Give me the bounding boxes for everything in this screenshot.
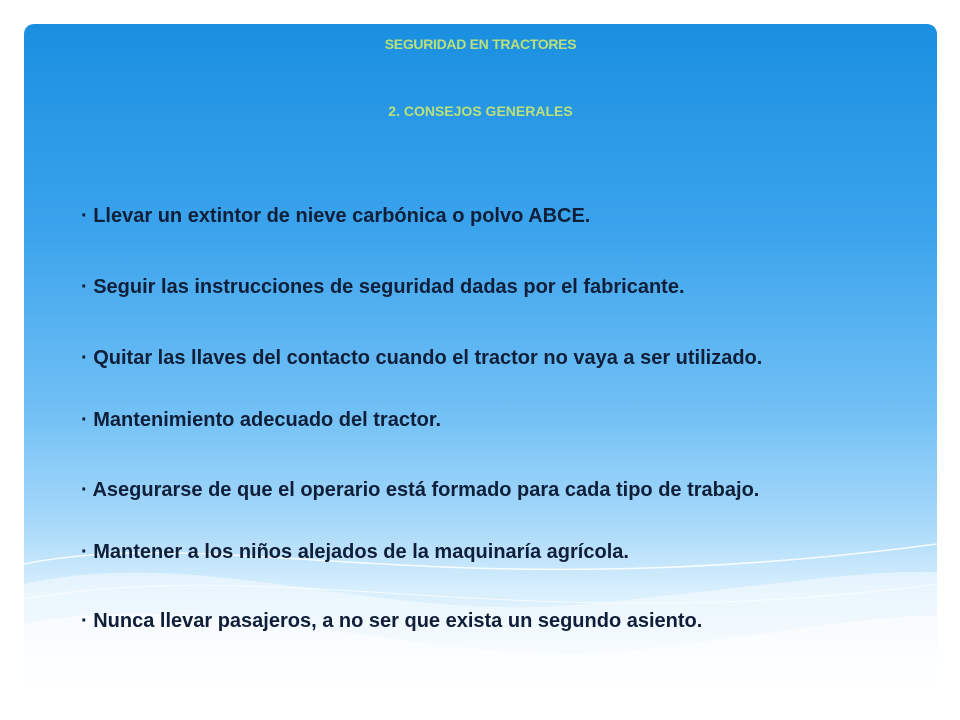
slide-title: SEGURIDAD EN TRACTORES bbox=[384, 36, 577, 52]
bullet-item: · Seguir las instrucciones de seguridad dadas por el fabricante. bbox=[81, 276, 685, 298]
bullet-item: · Mantener a los niños alejados de la maquinaría agrícola. bbox=[81, 541, 629, 563]
bullet-item: · Llevar un extintor de nieve carbónica o polvo ABCE. bbox=[81, 205, 591, 227]
bullet-item: · Quitar las llaves del contacto cuando el tractor no vaya a ser utilizado. bbox=[81, 347, 763, 369]
bullet-item: · Asegurarse de que el operario está formado para cada tipo de trabajo. bbox=[81, 479, 760, 501]
bullet-item: · Mantenimiento adecuado del tractor. bbox=[81, 409, 442, 431]
bullet-item: · Nunca llevar pasajeros, a no ser que exista un segundo asiento. bbox=[81, 610, 703, 632]
slide bbox=[24, 24, 937, 700]
slide-subtitle: 2. CONSEJOS GENERALES bbox=[388, 103, 573, 119]
